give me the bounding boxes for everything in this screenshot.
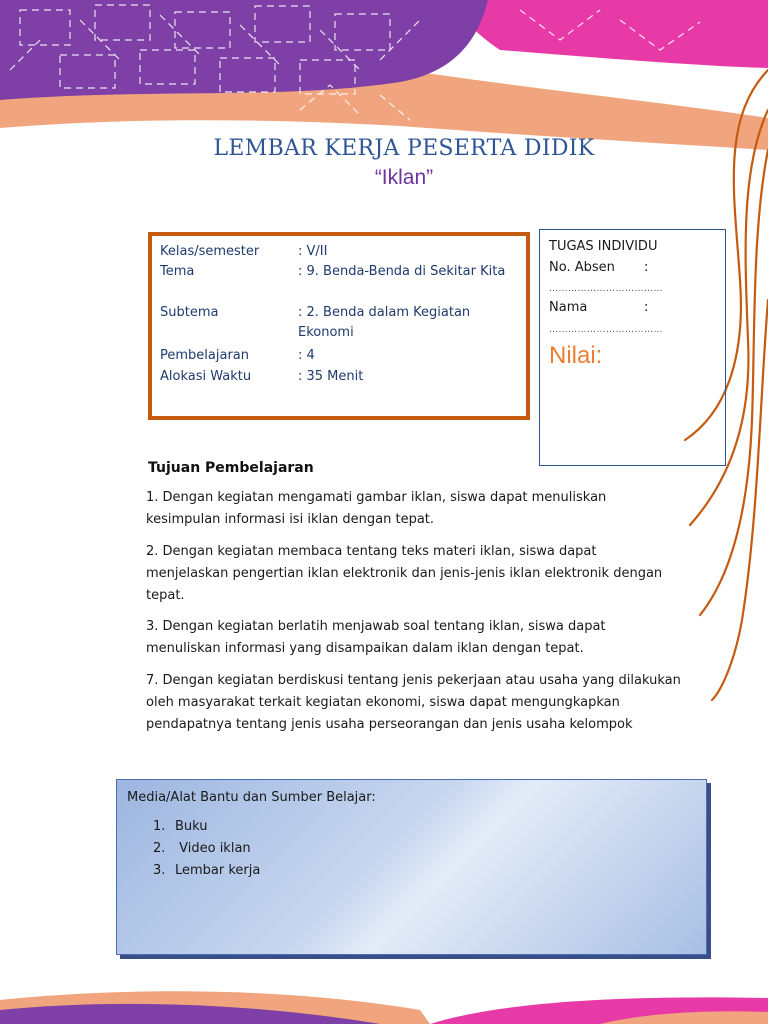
info-label: Subtema: [160, 305, 219, 320]
media-item: [153, 841, 251, 856]
info-value: : 4: [298, 348, 315, 363]
media-item: [153, 819, 208, 834]
info-value: : 9. Benda-Benda di Sekitar Kita: [298, 264, 506, 279]
info-value: : 2. Benda dalam Kegiatan Ekonomi: [298, 305, 471, 340]
nilai-label: Nilai:: [549, 342, 603, 369]
tujuan-item: 1. Dengan kegiatan mengamati gambar iklan, siswa dapat menuliskan kesimpulan informasi isi iklan dengan tepat.: [146, 490, 607, 527]
media-item-number: 2.: [153, 841, 166, 856]
info-label: Pembelajaran: [160, 348, 249, 363]
absen-label: No. Absen: [549, 260, 615, 275]
nama-label: Nama: [549, 300, 588, 315]
info-value: : 35 Menit: [298, 369, 364, 384]
page-subtitle: “Iklan”: [374, 166, 434, 189]
tujuan-item: 2. Dengan kegiatan membaca tentang teks materi iklan, siswa dapat menjelaskan pengertian iklan elektronik dan jenis-jenis iklan elektronik dengan tepat.: [146, 544, 663, 603]
media-item-text: Lembar kerja: [175, 863, 261, 878]
tugas-individu-box: [539, 229, 726, 466]
media-item-text: Buku: [175, 819, 208, 834]
media-item-number: 1.: [153, 819, 166, 834]
info-value: : V/II: [298, 244, 328, 259]
tujuan-item: 3. Dengan kegiatan berlatih menjawab soal tentang iklan, siswa dapat menuliskan informasi yang disampaikan dalam iklan dengan tepat.: [146, 619, 606, 656]
media-item: [153, 863, 260, 878]
tujuan-heading: Tujuan Pembelajaran: [148, 460, 314, 476]
info-box: [148, 232, 530, 420]
info-label: Alokasi Waktu: [160, 369, 252, 384]
info-label: Kelas/semester: [160, 244, 260, 259]
tujuan-item: 7. Dengan kegiatan berdiskusi tentang jenis pekerjaan atau usaha yang dilakukan oleh masyarakat terkait kegiatan ekonomi, siswa dapat mengungkapkan pendapatnya tentang jenis usaha perseorangan dan jenis usaha kelompok: [146, 673, 681, 732]
nama-blank[interactable]: ………………………………: [549, 325, 663, 335]
tugas-heading: TUGAS INDIVIDU: [549, 239, 658, 254]
media-item-text: Video iklan: [175, 841, 251, 856]
media-item-number: 3.: [153, 863, 166, 878]
media-heading: Media/Alat Bantu dan Sumber Belajar:: [127, 790, 376, 805]
page-title: LEMBAR KERJA PESERTA DIDIK: [213, 136, 595, 161]
nama-colon: :: [644, 300, 649, 315]
absen-blank[interactable]: ………………………………: [549, 284, 663, 294]
absen-colon: :: [644, 260, 649, 275]
info-label: Tema: [160, 264, 195, 279]
media-box: [116, 779, 707, 955]
top-magenta-wave: [440, 0, 768, 68]
